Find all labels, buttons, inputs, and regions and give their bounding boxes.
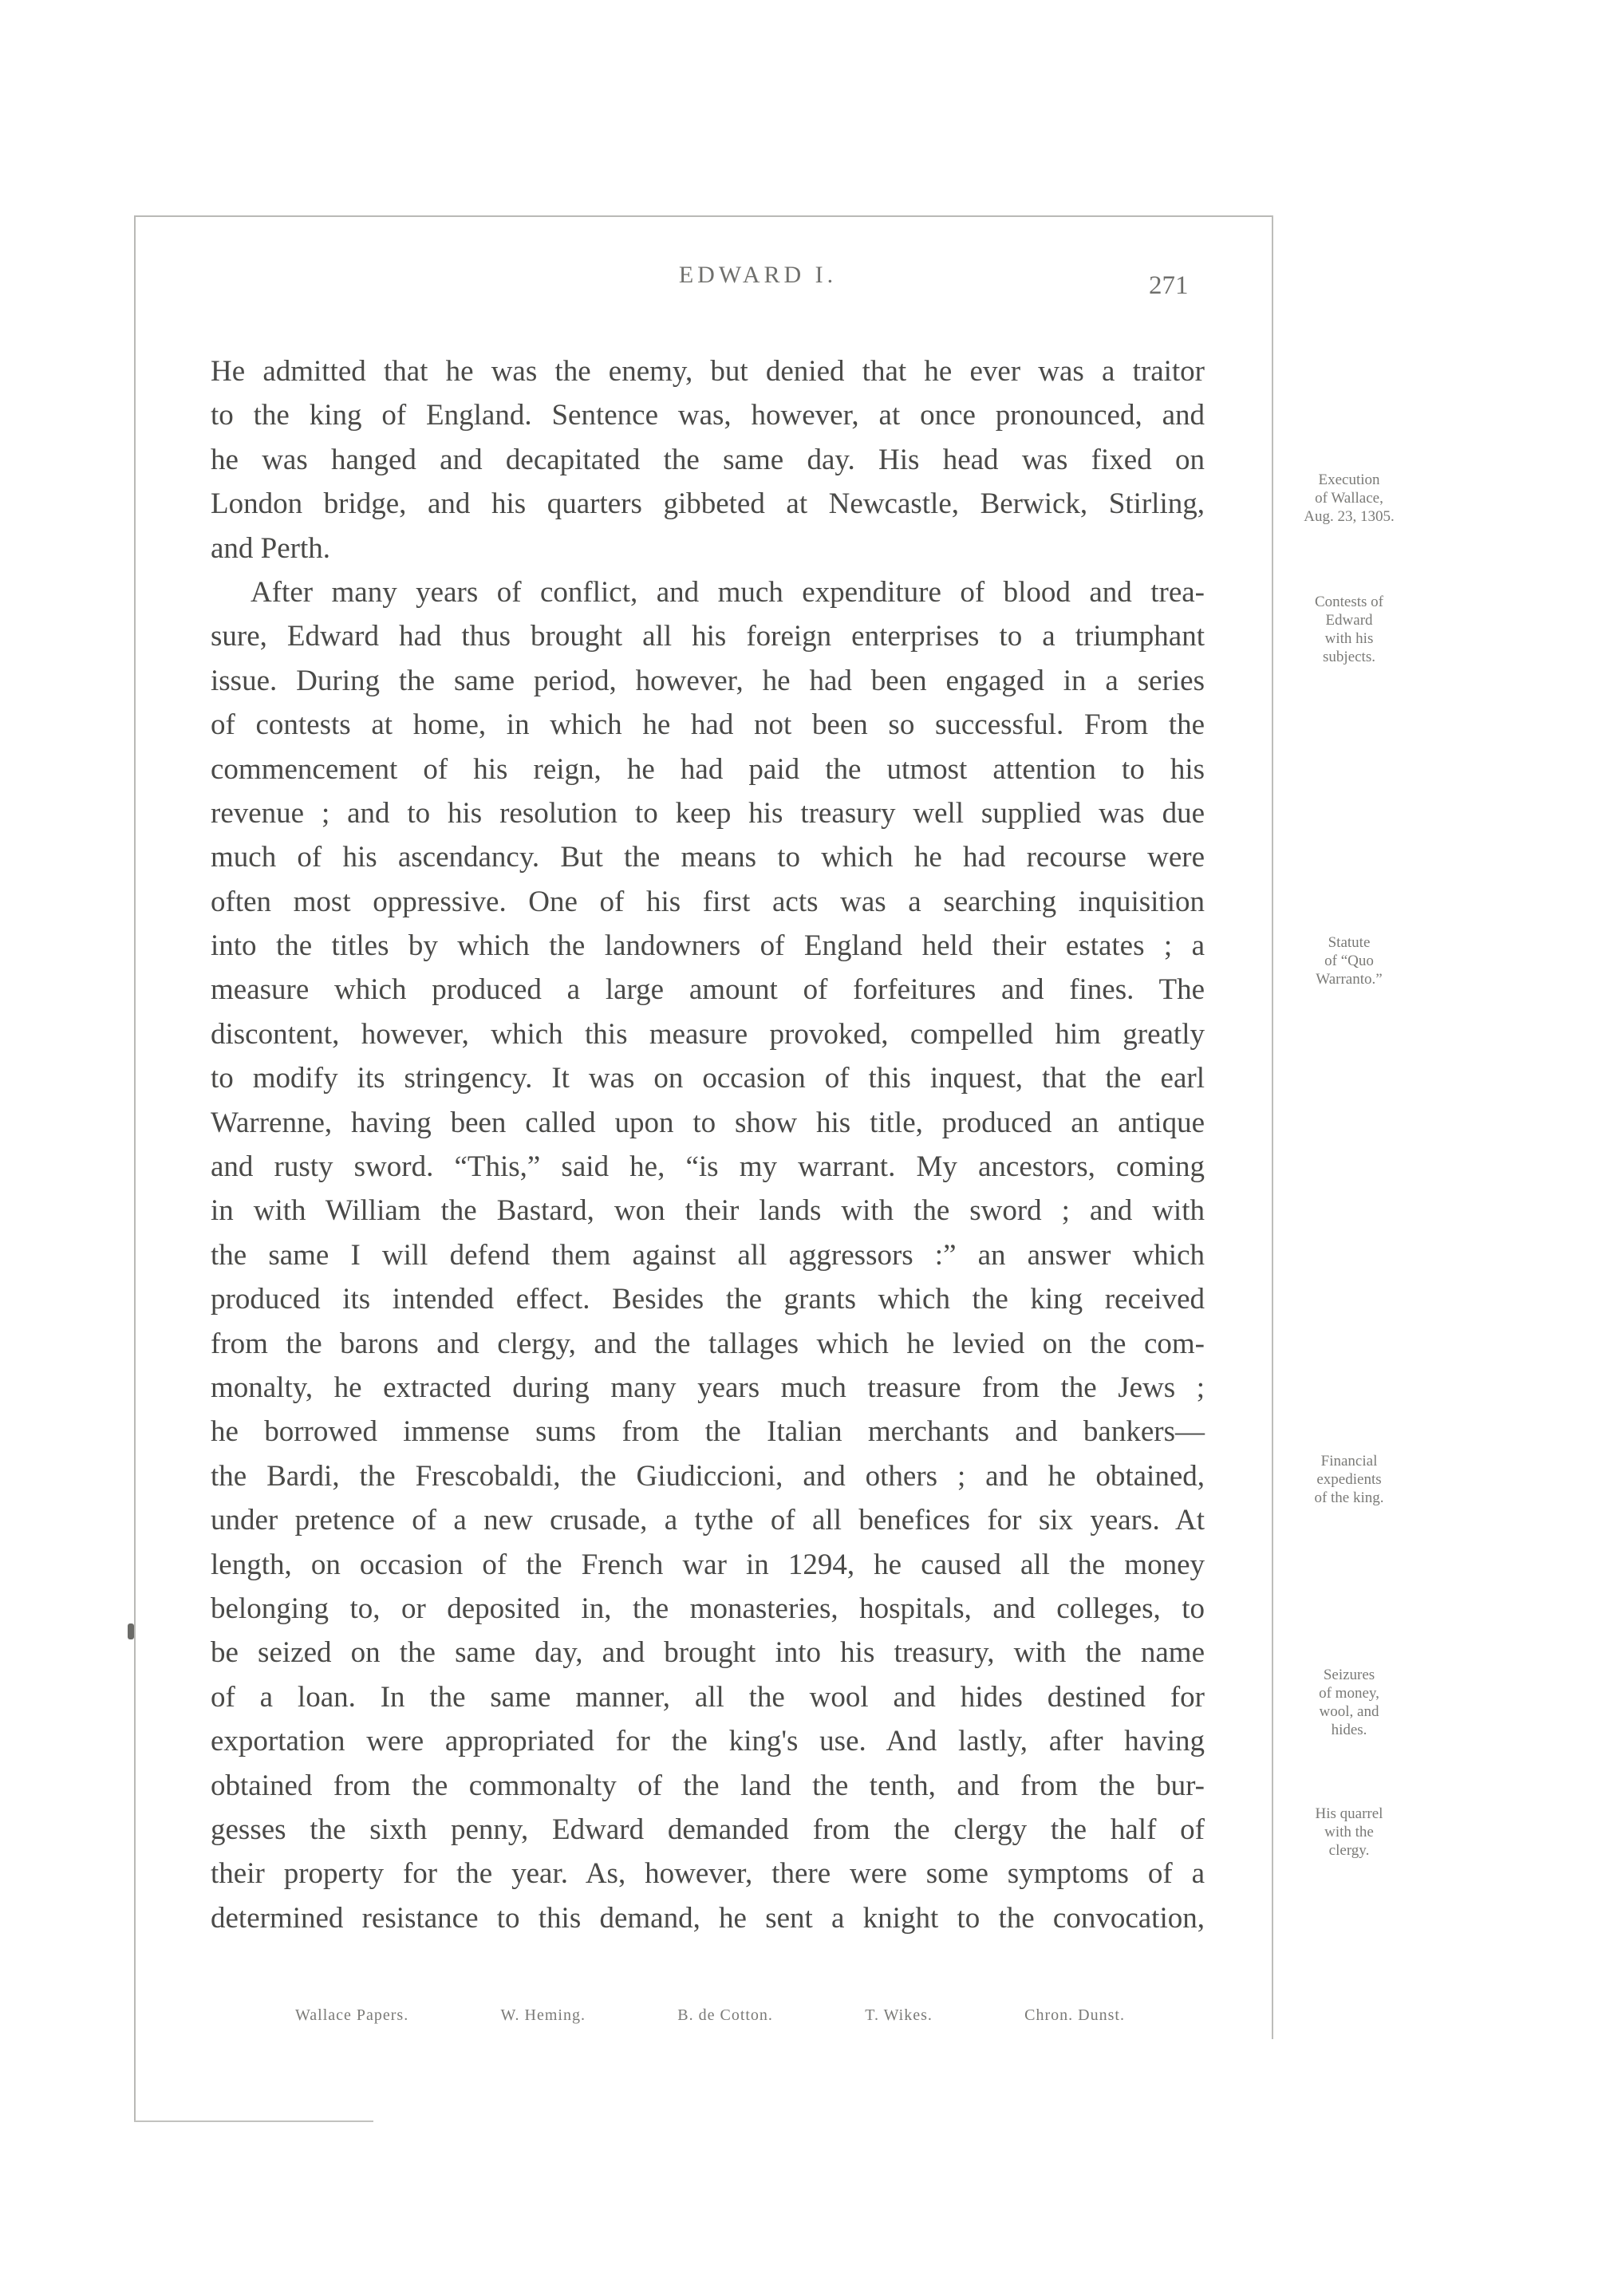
body-line: issue. During the same period, however, he had been engaged in a series xyxy=(211,664,1205,697)
marginal-note-line: expedients xyxy=(1316,1471,1382,1488)
body-line: obtained from the commonalty of the land the tenth, and from the bur- xyxy=(211,1769,1205,1802)
footer-references xyxy=(295,2006,1125,2025)
footer-reference: Chron. Dunst. xyxy=(1024,2006,1125,2024)
marginal-note-quarrel xyxy=(1273,1805,1425,1860)
marginal-note-line: Contests of xyxy=(1314,594,1384,610)
marginal-note-line: Edward xyxy=(1325,612,1373,629)
page-number: 271 xyxy=(1149,271,1189,300)
body-line: be seized on the same day, and brought into his treasury, with the name xyxy=(211,1636,1205,1670)
marginal-note-line: of money, xyxy=(1319,1685,1379,1702)
marginal-note-line: Aug. 23, 1305. xyxy=(1304,508,1395,525)
footer-reference: T. Wikes. xyxy=(865,2006,933,2024)
body-line: revenue ; and to his resolution to keep his treasury well supplied was due xyxy=(211,796,1205,830)
body-line: he borrowed immense sums from the Italian merchants and bankers— xyxy=(211,1415,1205,1449)
body-text xyxy=(211,349,1205,1940)
body-line: and Perth. xyxy=(211,531,331,565)
page-frame-top-rule xyxy=(134,215,1272,217)
body-line: he was hanged and decapitated the same day. His head was fixed on xyxy=(211,443,1205,476)
page-frame-left-rule xyxy=(134,215,136,2120)
body-line: of contests at home, in which he had not been so successful. From the xyxy=(211,708,1205,742)
body-line: discontent, however, which this measure provoked, compelled him greatly xyxy=(211,1017,1205,1051)
marginal-note-line: with the xyxy=(1324,1824,1374,1840)
body-line: measure which produced a large amount of forfeitures and fines. The xyxy=(211,973,1205,1007)
body-line: determined resistance to this demand, he sent a knight to the convocation, xyxy=(211,1901,1205,1935)
body-line: produced its intended effect. Besides the grants which the king received xyxy=(211,1283,1205,1316)
marginal-note-line: Statute xyxy=(1328,934,1371,951)
body-line: belonging to, or deposited in, the monasteries, hospitals, and colleges, to xyxy=(211,1592,1205,1625)
page-frame-bottom-rule xyxy=(134,2120,373,2122)
marginal-note-execution xyxy=(1273,471,1425,526)
body-line: sure, Edward had thus brought all his foreign enterprises to a triumphant xyxy=(211,620,1205,653)
footer-reference: Wallace Papers. xyxy=(295,2006,409,2024)
body-line: in with William the Bastard, won their lands with the sword ; and with xyxy=(211,1194,1205,1228)
marginal-note-seizures xyxy=(1273,1666,1425,1739)
marginal-note-line: of the king. xyxy=(1314,1489,1384,1506)
body-line: to the king of England. Sentence was, however, at once pronounced, and xyxy=(211,399,1205,432)
marginal-note-line: His quarrel xyxy=(1315,1805,1383,1822)
body-line: their property for the year. As, however, there were some symptoms of a xyxy=(211,1857,1205,1891)
body-line: often most oppressive. One of his first acts was a searching inquisition xyxy=(211,885,1205,918)
body-line: much of his ascendancy. But the means to which he had recourse were xyxy=(211,841,1205,874)
footer-reference: W. Heming. xyxy=(500,2006,586,2024)
body-line: Warrenne, having been called upon to show his title, produced an antique xyxy=(211,1106,1205,1139)
body-line: commencement of his reign, he had paid the utmost attention to his xyxy=(211,752,1205,786)
marginal-note-line: wool, and xyxy=(1319,1703,1379,1720)
marginal-note-line: of “Quo xyxy=(1324,953,1374,969)
body-line: of a loan. In the same manner, all the wool and hides destined for xyxy=(211,1680,1205,1714)
marginal-note-line: hides. xyxy=(1331,1722,1367,1738)
body-line: to modify its stringency. It was on occasion of this inquest, that the earl xyxy=(211,1062,1205,1095)
marginal-note-line: subjects. xyxy=(1323,649,1375,665)
body-line: length, on occasion of the French war in 1294, he caused all the money xyxy=(211,1548,1205,1581)
body-line: and rusty sword. “This,” said he, “is my warrant. My ancestors, coming xyxy=(211,1150,1205,1184)
body-line: into the titles by which the landowners of England held their estates ; a xyxy=(211,929,1205,963)
body-line: He admitted that he was the enemy, but denied that he ever was a traitor xyxy=(211,355,1205,388)
marginal-note-line: clergy. xyxy=(1328,1842,1370,1859)
body-line: the Bardi, the Frescobaldi, the Giudiccioni, and others ; and he obtained, xyxy=(211,1459,1205,1493)
marginal-note-line: with his xyxy=(1324,630,1374,647)
marginal-note-line: Execution xyxy=(1318,471,1380,488)
body-line: After many years of conflict, and much expenditure of blood and trea- xyxy=(251,575,1205,609)
body-line: the same I will defend them against all aggressors :” an answer which xyxy=(211,1238,1205,1272)
body-line: London bridge, and his quarters gibbeted at Newcastle, Berwick, Stirling, xyxy=(211,487,1205,521)
marginal-note-contests xyxy=(1273,593,1425,666)
marginal-note-line: Financial xyxy=(1320,1453,1378,1470)
marginal-note-line: Seizures xyxy=(1323,1667,1375,1683)
body-line: under pretence of a new crusade, a tythe of all benefices for six years. At xyxy=(211,1504,1205,1537)
body-line: exportation were appropriated for the king's use. And lastly, after having xyxy=(211,1725,1205,1758)
body-line: monalty, he extracted during many years much treasure from the Jews ; xyxy=(211,1371,1205,1404)
marginal-note-line: Warranto.” xyxy=(1316,971,1383,988)
running-head: EDWARD I. xyxy=(678,262,838,288)
marginal-note-line: of Wallace, xyxy=(1315,490,1383,507)
margin-ink-mark xyxy=(128,1623,134,1639)
marginal-note-quo-warranto xyxy=(1273,933,1425,988)
body-line: gesses the sixth penny, Edward demanded from the clergy the half of xyxy=(211,1813,1205,1846)
marginal-note-financial xyxy=(1273,1452,1425,1507)
body-line: from the barons and clergy, and the tallages which he levied on the com- xyxy=(211,1327,1205,1360)
footer-reference: B. de Cotton. xyxy=(677,2006,773,2024)
